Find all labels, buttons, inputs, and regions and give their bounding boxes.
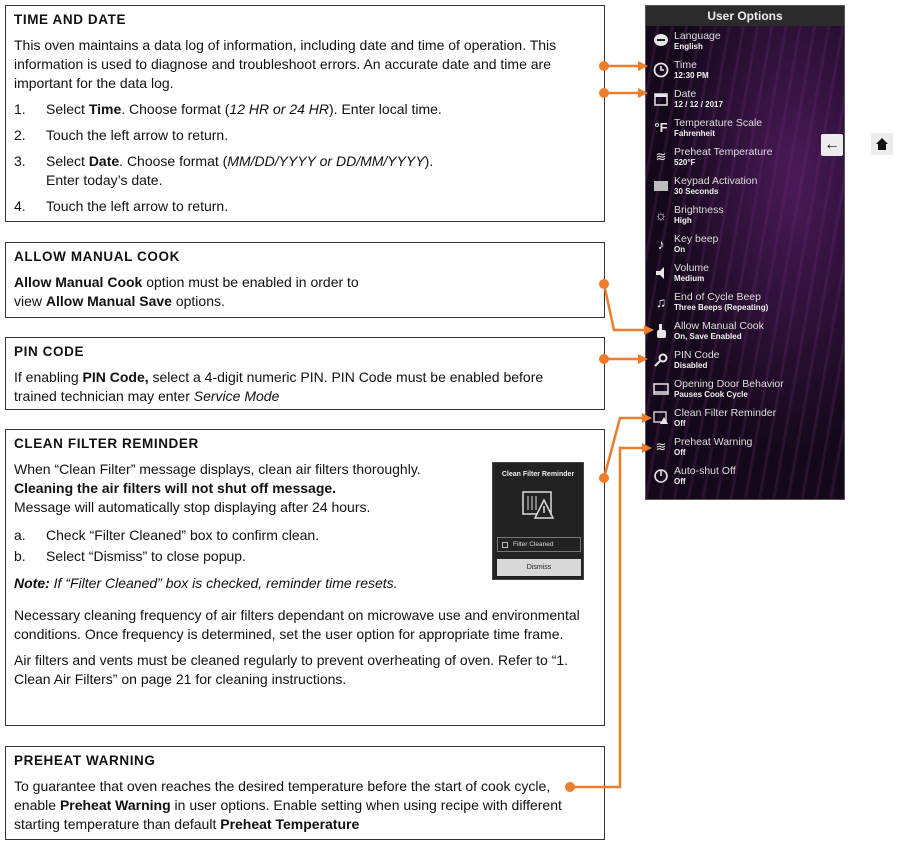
clean-filter-title: CLEAN FILTER REMINDER (14, 436, 199, 451)
dismiss-button[interactable]: Dismiss (497, 559, 581, 576)
option-name: Brightness (674, 203, 724, 216)
panel-title: User Options (646, 6, 844, 26)
home-icon[interactable] (871, 133, 893, 155)
option-language[interactable] (646, 26, 846, 55)
left-arrow-icon[interactable]: ← (821, 134, 843, 156)
option-name: Opening Door Behavior (674, 377, 784, 390)
option-auto-shut-off[interactable] (646, 461, 846, 490)
popup-title: Clean Filter Reminder (501, 471, 575, 478)
heat-waves-icon: ≋ (655, 148, 667, 164)
option-value: Pauses Cook Cycle (674, 389, 748, 399)
time-date-title: TIME AND DATE (14, 12, 127, 27)
checkbox-label: Filter Cleaned (513, 541, 554, 548)
calendar-icon (650, 88, 672, 110)
option-value: On (674, 244, 686, 254)
option-name: Preheat Warning (674, 435, 753, 448)
clean-filter-popup (492, 462, 584, 580)
option-preheat-warning[interactable] (646, 432, 846, 461)
clean-filter-vents: Air filters and vents must be cleaned regularly to prevent overheating of oven. Refer to “1. Clean Air Filters” on page 21 for cleaning instructions. (14, 652, 569, 687)
option-brightness[interactable] (646, 200, 846, 229)
option-name: Auto-shut Off (674, 464, 736, 477)
manual-cook-text: Allow Manual Cook option must be enabled in order to view Allow Manual Save options. (14, 274, 359, 309)
list-item: b. Select “Dismiss” to close popup. (14, 548, 246, 564)
option-date[interactable] (646, 84, 846, 113)
filter-cleaned-checkbox[interactable] (497, 537, 581, 552)
option-name: PIN Code (674, 348, 720, 361)
option-preheat-temperature[interactable] (646, 142, 846, 171)
option-name: Keypad Activation (674, 174, 758, 187)
key-icon (650, 349, 672, 371)
preheat-warning-text: To guarantee that oven reaches the desired temperature before the start of cook cycle, enable Preheat Warning in user options. Enable setting when using recipe with different starting temperature than default Preheat Temperature (14, 778, 562, 832)
preheat-warning-icon: ≋ (655, 438, 667, 454)
option-name: Clean Filter Reminder (674, 406, 777, 419)
time-date-steps (14, 100, 596, 216)
oven-door-icon (650, 378, 672, 400)
option-value: Off (674, 447, 686, 457)
preheat-warning-title: PREHEAT WARNING (14, 753, 156, 768)
option-time[interactable] (646, 55, 846, 84)
pin-code-text: If enabling PIN Code, select a 4-digit numeric PIN. PIN Code must be enabled before trained technician may enter Service Mode (14, 369, 544, 404)
option-value: 12:30 PM (674, 70, 709, 80)
filter-warning-icon (520, 488, 556, 520)
option-clean-filter-reminder[interactable] (646, 403, 846, 432)
option-name: Language (674, 29, 721, 42)
hand-icon (650, 320, 672, 342)
option-name: Allow Manual Cook (674, 319, 764, 332)
auto-shutoff-icon (650, 465, 672, 487)
option-volume[interactable] (646, 258, 846, 287)
music-note-icon: ♪ (657, 235, 665, 252)
option-name: Preheat Temperature (674, 145, 773, 158)
option-value: Off (674, 418, 686, 428)
option-value: High (674, 215, 692, 225)
option-name: Date (674, 87, 697, 100)
clean-filter-note: Note: If “Filter Cleaned” box is checked, reminder time resets. (14, 575, 398, 591)
option-value: On, Save Enabled (674, 331, 742, 341)
sun-icon: ☼ (654, 206, 668, 223)
time-date-intro: This oven maintains a data log of information, including date and time of operation. This information is used to diagnose and troubleshoot errors. An accurate date and time are important for the data log. (14, 37, 557, 91)
keypad-icon (650, 175, 672, 197)
option-name: Key beep (674, 232, 719, 245)
manual-cook-title: ALLOW MANUAL COOK (14, 249, 180, 264)
option-name: Volume (674, 261, 710, 274)
clock-icon (650, 59, 672, 81)
preheat-warning-section (5, 746, 605, 840)
option-value: Disabled (674, 360, 708, 370)
option-value: Medium (674, 273, 705, 283)
manual-cook-section (5, 242, 605, 318)
option-allow-manual-cook[interactable] (646, 316, 846, 345)
speech-bubble-icon (650, 30, 672, 52)
clean-filter-intro: When “Clean Filter” message displays, clean air filters thoroughly. Cleaning the air filters will not shut off message. Message will automatically stop displaying after 24 hours. (14, 461, 421, 515)
list-item: 1. Select Time. Choose format (12 HR or 24 HR). Enter local time. (14, 101, 442, 117)
option-name: End of Cycle Beep (674, 290, 761, 303)
option-value: English (674, 41, 703, 51)
music-notes-icon: ♫ (655, 293, 667, 310)
option-value: 520°F (674, 157, 696, 167)
option-value: Fahrenheit (674, 128, 715, 138)
pin-code-section (5, 337, 605, 410)
clean-filter-frequency: Necessary cleaning frequency of air filters dependant on microwave use and environmental conditions. Once frequency is determined, set the user option for appropriate time frame. (14, 607, 580, 642)
list-item: a. Check “Filter Cleaned” box to confirm clean. (14, 527, 320, 543)
option-value: Off (674, 476, 686, 486)
option-pin-code[interactable] (646, 345, 846, 374)
fahrenheit-icon: °F (654, 120, 668, 135)
option-keypad-activation[interactable] (646, 171, 846, 200)
option-temperature-scale[interactable] (646, 113, 846, 142)
list-item: 3. Select Date. Choose format (MM/DD/YYYY or DD/MM/YYYY). Enter today’s date. (14, 153, 434, 188)
option-opening-door-behavior[interactable] (646, 374, 846, 403)
option-value: 12 / 12 / 2017 (674, 99, 723, 109)
option-key-beep[interactable] (646, 229, 846, 258)
option-value: Three Beeps (Repeating) (674, 302, 769, 312)
list-item: 4. Touch the left arrow to return. (14, 198, 229, 214)
user-options-panel (645, 5, 845, 500)
time-date-section (5, 5, 605, 222)
pin-code-title: PIN CODE (14, 344, 85, 359)
checkbox-box[interactable] (502, 542, 508, 548)
list-item: 2. Touch the left arrow to return. (14, 127, 229, 143)
option-name: Time (674, 58, 697, 71)
option-end-of-cycle-beep[interactable] (646, 287, 846, 316)
filter-icon (650, 407, 672, 429)
option-name: Temperature Scale (674, 116, 763, 129)
speaker-icon (650, 262, 672, 284)
option-value: 30 Seconds (674, 186, 719, 196)
